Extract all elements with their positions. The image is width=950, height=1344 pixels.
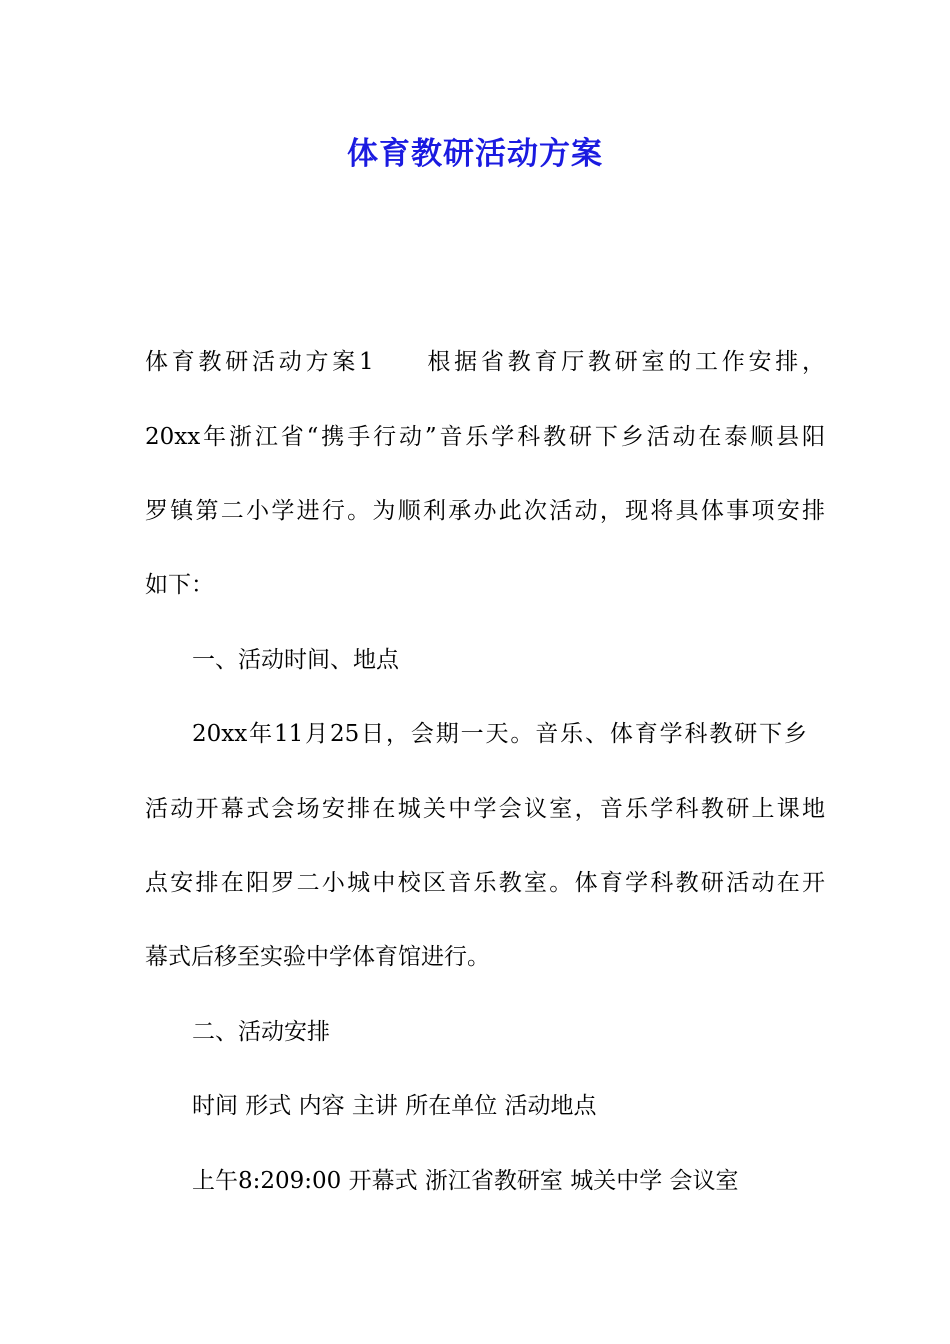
paragraph-line-8: 幕式后移至实验中学体育馆进行。 [145, 944, 490, 970]
paragraph-line-3: 罗镇第二小学进行。为顺利承办此次活动，现将具体事项安排 [145, 498, 825, 524]
paragraph-line-6: 活动开幕式会场安排在城关中学会议室，音乐学科教研上课地 [145, 796, 825, 822]
paragraph-line-2: 20xx年浙江省“携手行动”音乐学科教研下乡活动在泰顺县阳 [145, 424, 825, 450]
paragraph-line-5: 20xx年11月25日，会期一天。音乐、体育学科教研下乡 [192, 721, 807, 747]
schedule-row-1: 上午8:209:00 开幕式 浙江省教研室 城关中学 会议室 [192, 1168, 739, 1194]
paragraph-line-7: 点安排在阳罗二小城中校区音乐教室。体育学科教研活动在开 [145, 870, 825, 896]
section-heading-1: 一、活动时间、地点 [192, 647, 399, 673]
schedule-header-row: 时间 形式 内容 主讲 所在单位 活动地点 [192, 1093, 597, 1119]
intro-label: 体育教研活动方案1 [145, 349, 374, 375]
paragraph-line-1 [145, 347, 825, 377]
section-heading-2: 二、活动安排 [192, 1019, 330, 1045]
intro-text: 根据省教育厅教研室的工作安排， [423, 349, 825, 375]
paragraph-line-4: 如下： [145, 572, 214, 598]
document-title: 体育教研活动方案 [347, 136, 603, 172]
